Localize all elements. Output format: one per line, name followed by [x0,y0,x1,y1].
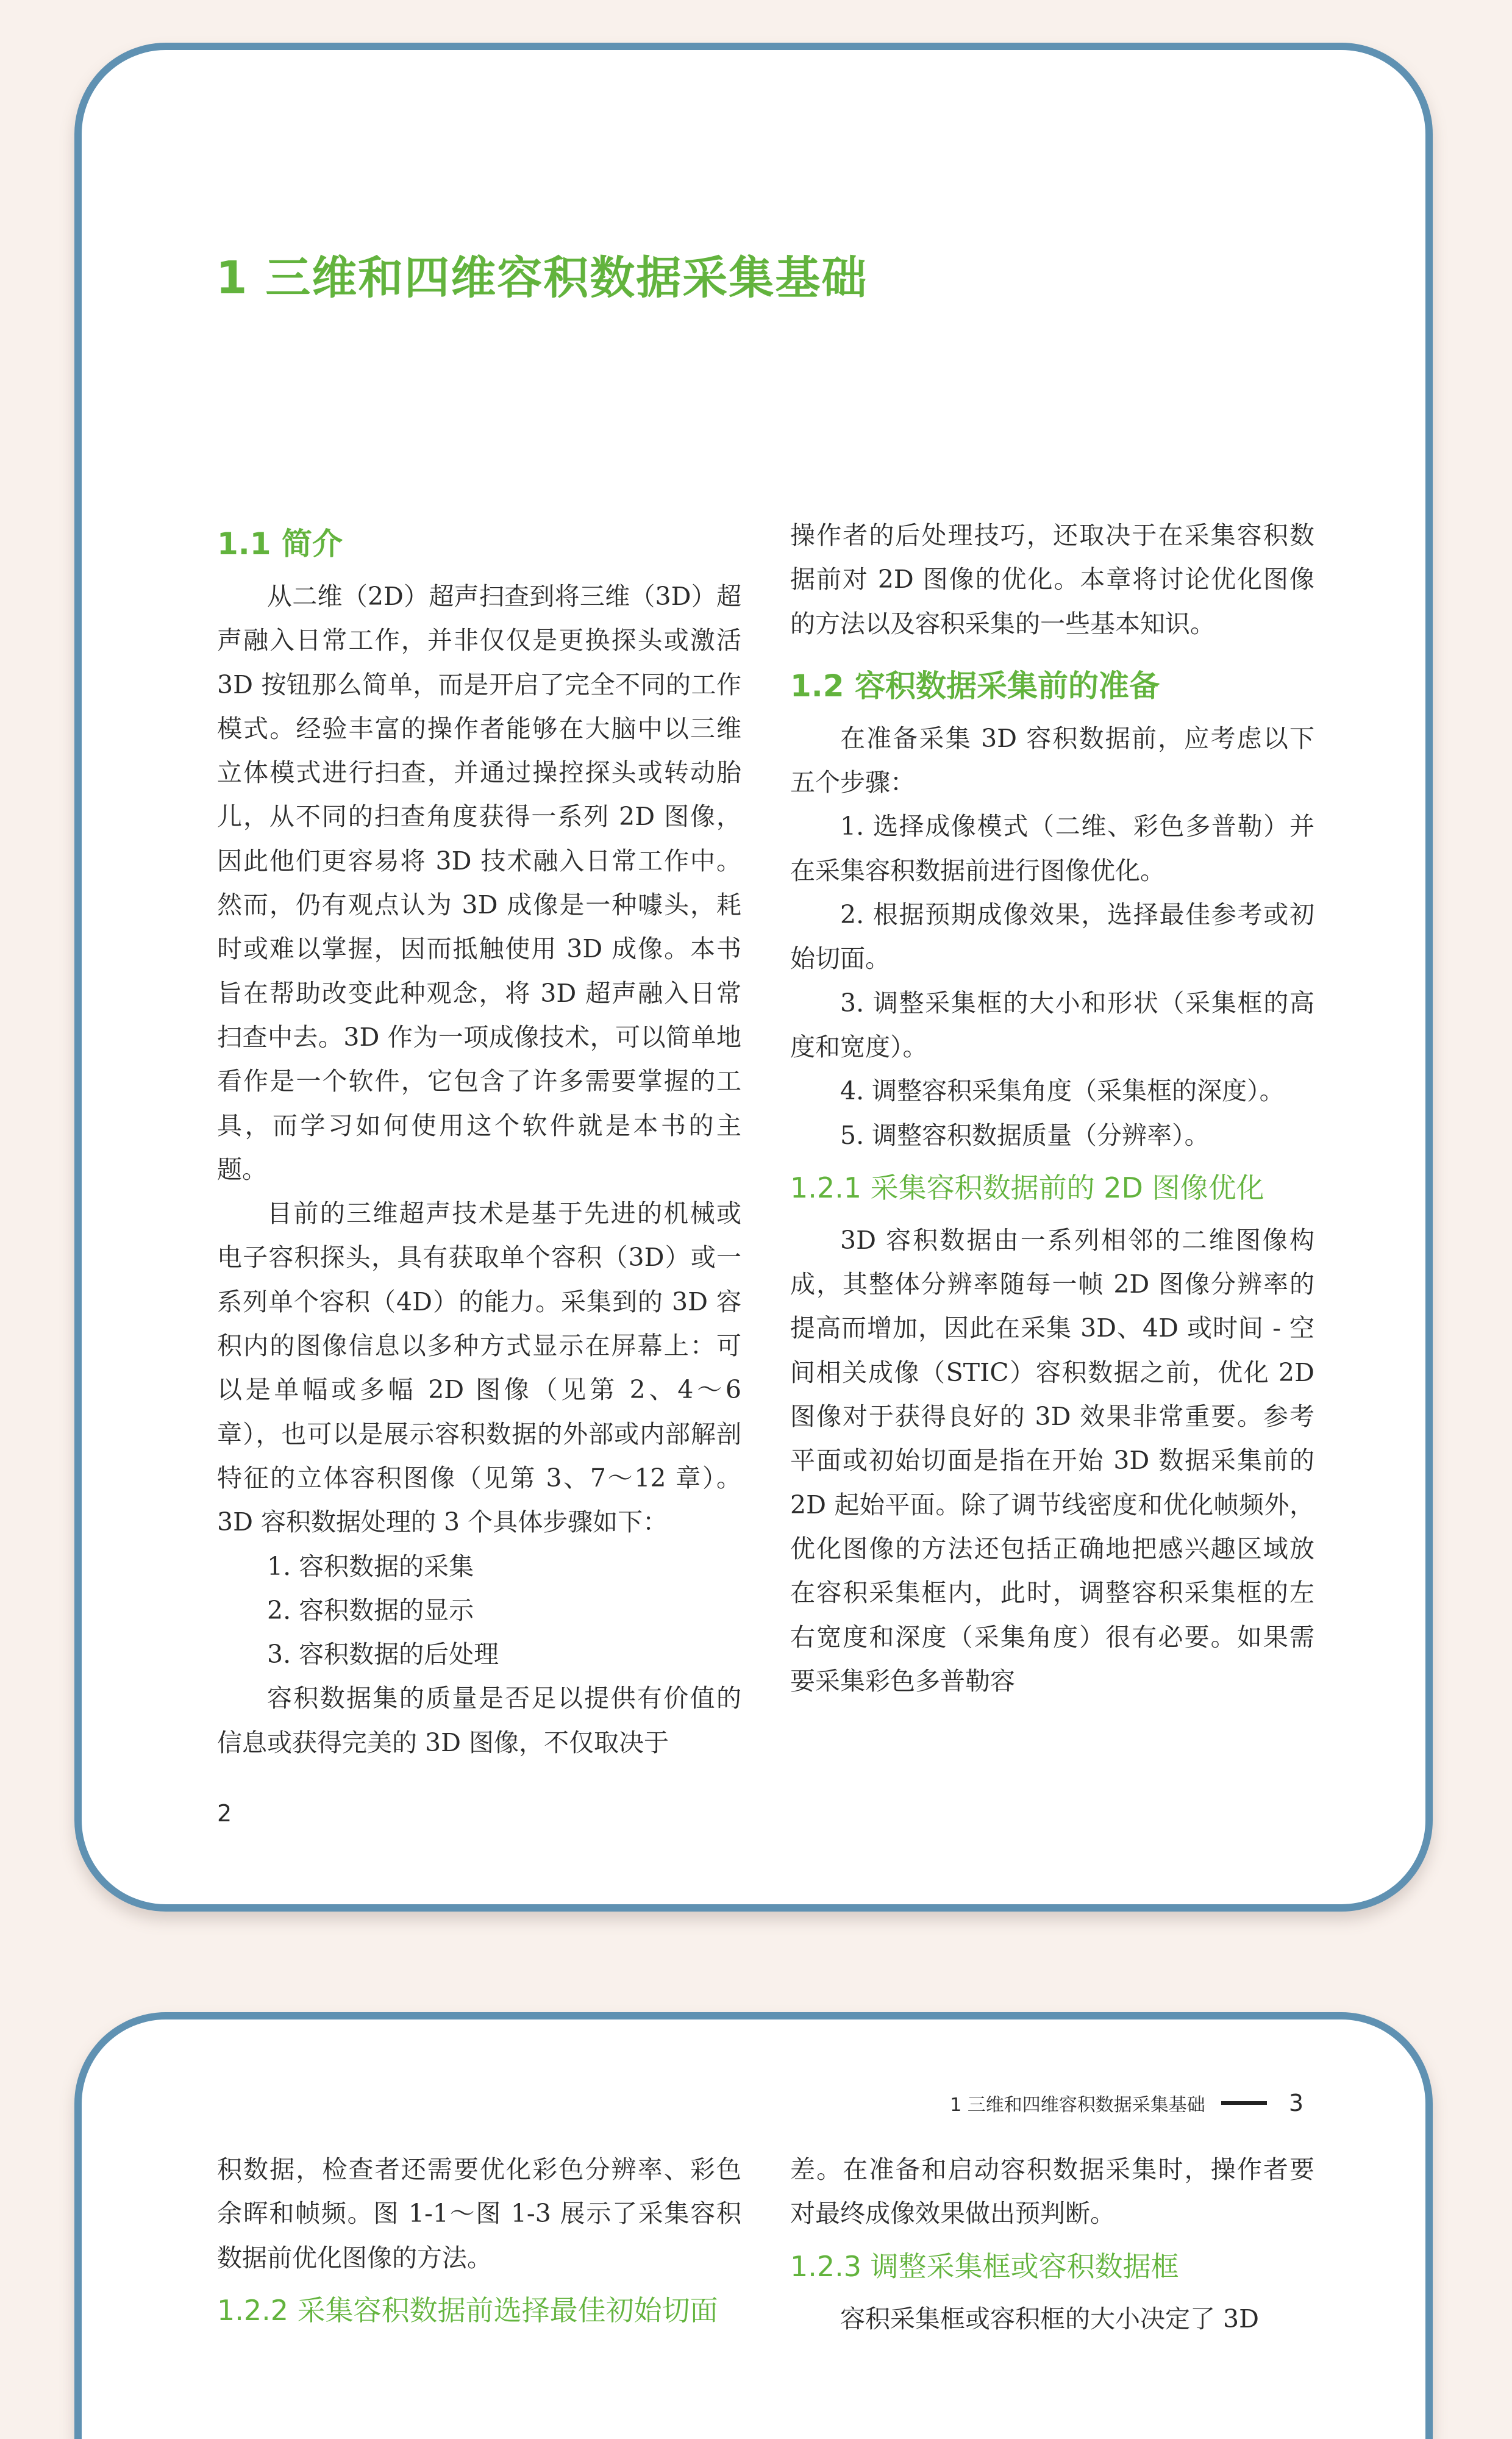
subsection-heading-1-2-1: 1.2.1 采集容积数据前的 2D 图像优化 [790,1171,1264,1204]
list-item: 3. 容积数据的后处理 [267,1640,499,1669]
page-number: 3 [1288,2090,1303,2116]
subsection-heading-1-2-3: 1.2.3 调整采集框或容积数据框 [790,2249,1179,2283]
right-column [790,2148,1314,2341]
paragraph: 从二维（2D）超声扫查到将三维（3D）超声融入日常工作，并非仅仅是更换探头或激活 3D 按钮那么简单，而是开启了完全不同的工作模式。经验丰富的操作者能够在大脑中以三维立体模式进行扫查，并通过操控探头或转动胎儿，从不同的扫查角度获得一系列 2D 图像，因此他们更容易将 3D 技术融入日常工作中。然而，仍有观点认为 3D 成像是一种噱头，耗时或难以掌握，因而抵触使用 3D 成像。本书旨在帮助改变此种观念，将 3D 超声融入日常扫查中去。3D 作为一项成像技术，可以简单地看作是一个软件，它包含了许多需要掌握的工具，而学习如何使用这个软件就是本书的主题。 [217,582,741,1184]
paragraph: 积数据，检查者还需要优化彩色分辨率、彩色余晖和帧频。图 1-1～图 1-3 展示了采集容积数据前优化图像的方法。 [217,2155,741,2273]
paragraph: 操作者的后处理技巧，还取决于在采集容积数据前对 2D 图像的优化。本章将讨论优化图像的方法以及容积采集的一些基本知识。 [790,521,1314,638]
list-item: 5. 调整容积数据质量（分辨率）。 [840,1120,1210,1150]
section-heading-1-2: 1.2 容积数据采集前的准备 [790,668,1160,704]
page-3 [74,2012,1433,2439]
list-item: 2. 根据预期成像效果，选择最佳参考或初始切面。 [790,900,1314,974]
left-column [217,513,741,1765]
list-item: 1. 选择成像模式（二维、彩色多普勒）并在采集容积数据前进行图像优化。 [790,812,1314,885]
page-2 [74,43,1433,1912]
subsection-heading-1-2-2: 1.2.2 采集容积数据前选择最佳初始切面 [217,2293,718,2327]
paragraph: 差。在准备和启动容积数据采集时，操作者要对最终成像效果做出预判断。 [790,2155,1314,2229]
running-head-title: 1 三维和四维容积数据采集基础 [950,2094,1205,2116]
paragraph: 目前的三维超声技术是基于先进的机械或电子容积探头，具有获取单个容积（3D）或一系列单个容积（4D）的能力。采集到的 3D 容积内的图像信息以多种方式显示在屏幕上：可以是单幅或多幅 2D 图像（见第 2、4～6 章），也可以是展示容积数据的外部或内部解剖特征的立体容积图像（见第 3、7～12 章）。3D 容积数据处理的 3 个具体步骤如下： [217,1199,741,1537]
preparation-steps-list [790,804,1314,1157]
list-item: 1. 容积数据的采集 [267,1551,474,1581]
page-number: 2 [217,1800,232,1827]
paragraph: 在准备采集 3D 容积数据前，应考虑以下五个步骤： [790,723,1314,798]
chapter-title: 1 三维和四维容积数据采集基础 [216,252,868,304]
list-item: 2. 容积数据的显示 [267,1595,474,1625]
paragraph: 3D 容积数据由一系列相邻的二维图像构成，其整体分辨率随每一帧 2D 图像分辨率的提高而增加，因此在采集 3D、4D 或时间 - 空间相关成像（STIC）容积数据之前，优化 2D 图像对于获得良好的 3D 效果非常重要。参考平面或初始切面是指在开始 3D 数据采集前的 2D 起始平面。除了调节线密度和优化帧频外，优化图像的方法还包括正确地把感兴趣区域放在容积采集框内，此时，调整容积采集框的左右宽度和深度（采集角度）很有必要。如果需要采集彩色多普勒容 [790,1225,1314,1696]
processing-steps-list [217,1544,741,1677]
list-item: 3. 调整采集框的大小和形状（采集框的高度和宽度）。 [790,988,1314,1062]
list-item: 4. 调整容积采集角度（采集框的深度）。 [840,1076,1285,1106]
section-heading-1-1: 1.1 简介 [217,526,343,562]
divider [1221,2101,1267,2105]
running-head [950,2090,1303,2116]
right-column [790,513,1314,1703]
paragraph: 容积采集框或容积框的大小决定了 3D [840,2304,1259,2334]
left-column [217,2148,741,2341]
paragraph: 容积数据集的质量是否足以提供有价值的信息或获得完美的 3D 图像，不仅取决于 [217,1684,741,1757]
